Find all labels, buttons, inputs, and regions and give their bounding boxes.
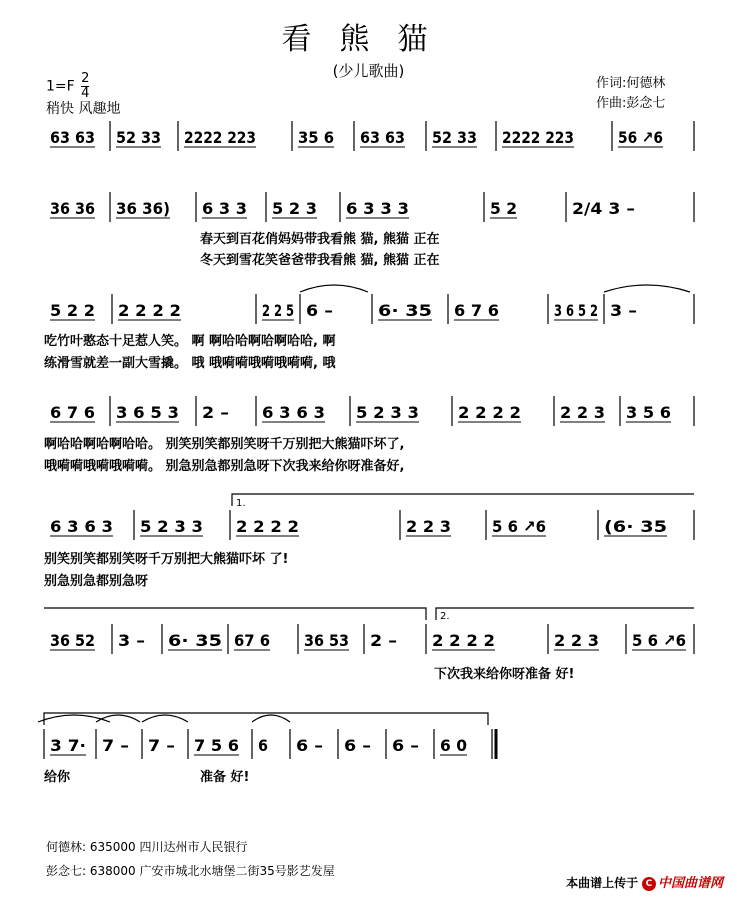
note-group: 2 2 5 xyxy=(262,301,294,320)
note-group: 6 – xyxy=(344,736,371,755)
note-group: 6 3 6 3 xyxy=(262,403,325,422)
note-group: 36 52 xyxy=(50,631,95,650)
upload-note xyxy=(566,872,723,891)
tempo-marking: 稍快 风趣地 xyxy=(46,101,121,117)
site-name: 中国曲谱网 xyxy=(657,876,723,891)
note-group: 5 6 ↗6 xyxy=(492,517,546,536)
lyric-row6: 下次我来给你呀准备 好! xyxy=(434,667,575,682)
note-group: 3 – xyxy=(118,631,145,650)
footer-address-lyricist: 何德林: 635000 四川达州市人民银行 xyxy=(46,840,248,854)
lyric-row7-a: 给你 xyxy=(44,770,71,785)
tie-arc xyxy=(252,715,290,722)
volta-bracket-1 xyxy=(232,494,694,506)
lyric-row5-verse1: 别笑别笑都别笑呀千万别把大熊猫吓坏 了! xyxy=(44,552,289,567)
composer-credit: 作曲:彭念七 xyxy=(596,96,666,111)
note-group: 5 2 xyxy=(490,199,517,218)
note-group: 2222 223 xyxy=(184,128,256,147)
note-group: 63 63 xyxy=(50,128,95,147)
song-title: 看熊猫 xyxy=(281,22,456,57)
note-group: 2 2 2 2 xyxy=(118,301,181,320)
tie-arc xyxy=(300,285,368,292)
note-group: 5 2 3 3 xyxy=(356,403,419,422)
note-group: 6· 35 xyxy=(378,301,432,320)
key-label: 1=F xyxy=(46,78,75,95)
note-group: 67 6 xyxy=(234,631,270,650)
note-group: 56 ↗6 xyxy=(618,128,663,147)
volta-bracket-2 xyxy=(436,608,694,620)
note-group: 2 2 3 xyxy=(406,517,451,536)
note-group: 6 3 6 3 xyxy=(50,517,113,536)
note-group: 2222 223 xyxy=(502,128,574,147)
note-group: 2 2 2 2 xyxy=(458,403,521,422)
tie-arc xyxy=(38,715,110,722)
lyric-row3-verse2: 练滑雪就差一副大雪撬。 哦 哦嗬嗬哦嗬哦嗬嗬, 哦 xyxy=(44,356,336,371)
note-group: 3 – xyxy=(610,301,637,320)
note-group: 6 3 3 xyxy=(202,199,247,218)
volta-label-1: 1. xyxy=(236,498,246,509)
volta-label-2: 2. xyxy=(440,611,450,622)
note-group: 3 7· xyxy=(50,736,86,755)
note-group: 2/4 3 – xyxy=(572,199,635,218)
note-group: 5 2 3 xyxy=(272,199,317,218)
lyric-row2-verse1: 春天到百花俏妈妈带我看熊 猫, 熊猫 正在 xyxy=(200,232,440,247)
lyricist-credit: 作词:何德林 xyxy=(596,76,666,91)
note-group: 6 7 6 xyxy=(454,301,499,320)
note-group: 6 xyxy=(258,736,268,755)
note-group: 6 – xyxy=(296,736,323,755)
tie-arc xyxy=(142,715,188,722)
note-group: 2 2 3 xyxy=(560,403,605,422)
note-group: 3 5 6 xyxy=(626,403,671,422)
note-group: 6 – xyxy=(306,301,333,320)
lyric-row4-verse1: 啊哈哈啊哈啊哈哈。 别笑别笑都别笑呀千万别把大熊猫吓坏了, xyxy=(44,437,405,452)
upload-text: 本曲谱上传于 xyxy=(566,876,639,890)
lyric-row3-verse1: 吃竹叶憨态十足惹人笑。 啊 啊哈哈啊哈啊哈哈, 啊 xyxy=(44,334,336,349)
lyric-row5-verse2: 别急别急都别急呀 xyxy=(44,574,149,589)
tie-arc xyxy=(96,715,140,722)
site-logo[interactable] xyxy=(642,872,723,891)
note-group: 6 – xyxy=(392,736,419,755)
lyric-row2-verse2: 冬天到雪花笑爸爸带我看熊 猫, 熊猫 正在 xyxy=(200,253,440,268)
note-group: 36 53 xyxy=(304,631,349,650)
note-group: 6 3 3 3 xyxy=(346,199,409,218)
tie-arc xyxy=(604,285,690,292)
song-subtitle: (少儿歌曲) xyxy=(332,62,405,80)
time-numerator: 2 xyxy=(81,71,90,86)
volta-bracket-2-cont xyxy=(44,713,488,725)
note-group: 35 6 xyxy=(298,128,334,147)
note-group: 7 – xyxy=(148,736,175,755)
lyric-row4-verse2: 哦嗬嗬哦嗬哦嗬嗬。 别急别急都别急呀下次我来给你呀准备好, xyxy=(44,459,405,474)
note-group: 5 2 3 3 xyxy=(140,517,203,536)
site-logo-icon: C xyxy=(642,877,656,891)
note-group: 5 6 ↗6 xyxy=(632,631,686,650)
note-group: 5 2 2 xyxy=(50,301,95,320)
note-group: 6 7 6 xyxy=(50,403,95,422)
note-group: 52 33 xyxy=(432,128,477,147)
note-group: (6· 35 xyxy=(604,517,667,536)
note-group: 2 2 3 xyxy=(554,631,599,650)
note-group: 36 36) xyxy=(116,199,170,218)
note-group: 3 6 5 2 xyxy=(554,301,598,320)
note-group: 7 5 6 xyxy=(194,736,239,755)
lyric-row7-b: 准备 好! xyxy=(200,770,250,785)
footer-address-composer: 彭念七: 638000 广安市城北水塘堡二街35号影艺发屋 xyxy=(46,864,335,878)
note-group: 36 36 xyxy=(50,199,95,218)
note-group: 63 63 xyxy=(360,128,405,147)
time-denominator: 4 xyxy=(81,86,90,101)
note-group: 2 2 2 2 xyxy=(236,517,299,536)
note-group: 6· 35 xyxy=(168,631,222,650)
volta-bracket-1-cont xyxy=(44,608,426,620)
note-group: 3 6 5 3 xyxy=(116,403,179,422)
note-group: 2 2 2 2 xyxy=(432,631,495,650)
note-group: 7 – xyxy=(102,736,129,755)
note-group: 6 0 xyxy=(440,736,467,755)
note-group: 2 – xyxy=(202,403,229,422)
note-group: 2 – xyxy=(370,631,397,650)
note-group: 52 33 xyxy=(116,128,161,147)
